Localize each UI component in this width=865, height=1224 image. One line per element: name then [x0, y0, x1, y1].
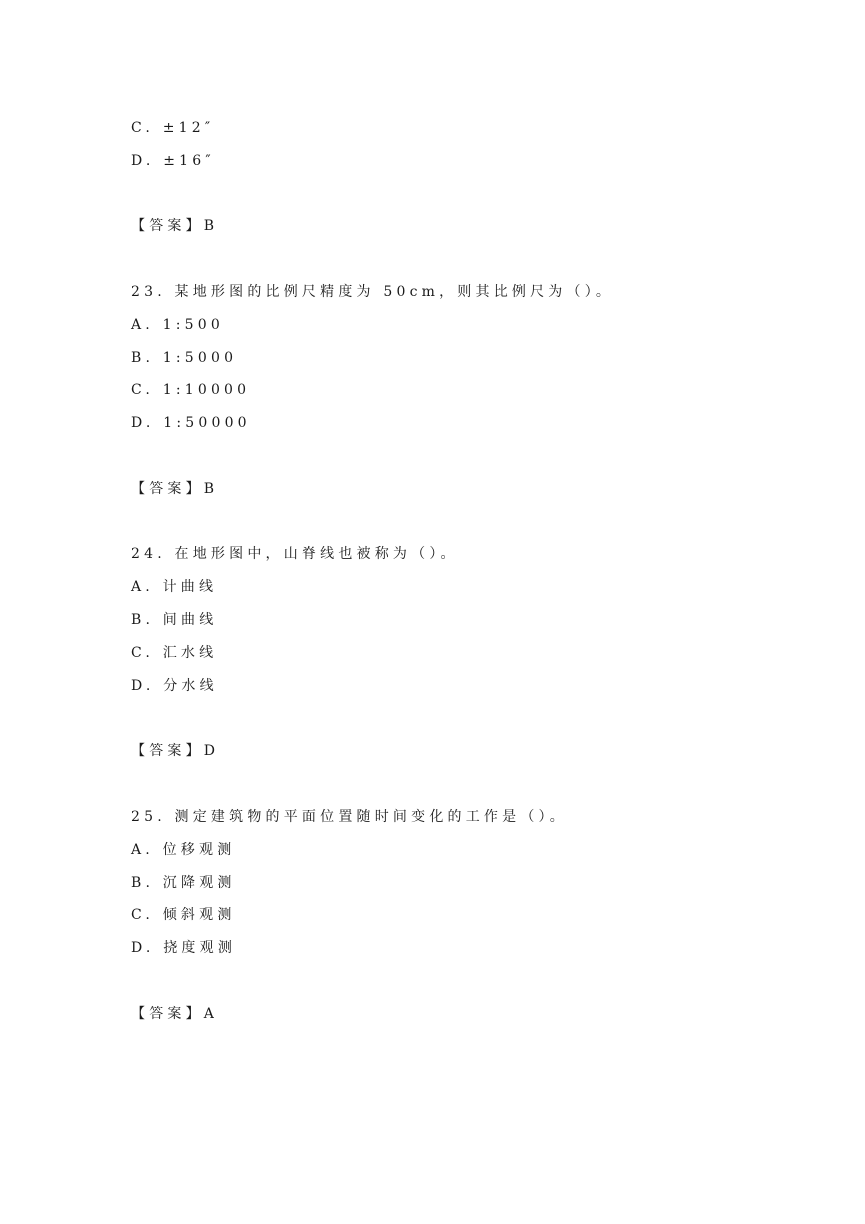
option-c: C. 倾斜观测	[131, 907, 236, 923]
option-c: C. 汇水线	[131, 645, 218, 661]
option-d: D. ±16″	[131, 153, 215, 169]
option-c: C. ±12″	[131, 120, 215, 136]
option-d: D. 分水线	[131, 678, 218, 694]
option-c: C. 1:10000	[131, 382, 251, 398]
answer-line: 【答案】B	[131, 481, 219, 497]
question-stem: 24. 在地形图中，山脊线也被称为（）。	[131, 546, 459, 562]
answer-line: 【答案】B	[131, 218, 219, 234]
answer-line: 【答案】D	[131, 743, 220, 759]
question-stem: 25. 测定建筑物的平面位置随时间变化的工作是（）。	[131, 809, 568, 825]
option-d: D. 1:50000	[131, 415, 251, 431]
option-d: D. 挠度观测	[131, 940, 237, 956]
option-a: A. 位移观测	[131, 842, 236, 858]
option-b: B. 沉降观测	[131, 875, 236, 891]
answer-line: 【答案】A	[131, 1006, 219, 1022]
option-b: B. 1:5000	[131, 350, 238, 366]
option-a: A. 1:500	[131, 317, 224, 333]
option-b: B. 间曲线	[131, 612, 218, 628]
option-a: A. 计曲线	[131, 579, 218, 595]
question-stem: 23. 某地形图的比例尺精度为 50cm，则其比例尺为（）。	[131, 284, 615, 300]
